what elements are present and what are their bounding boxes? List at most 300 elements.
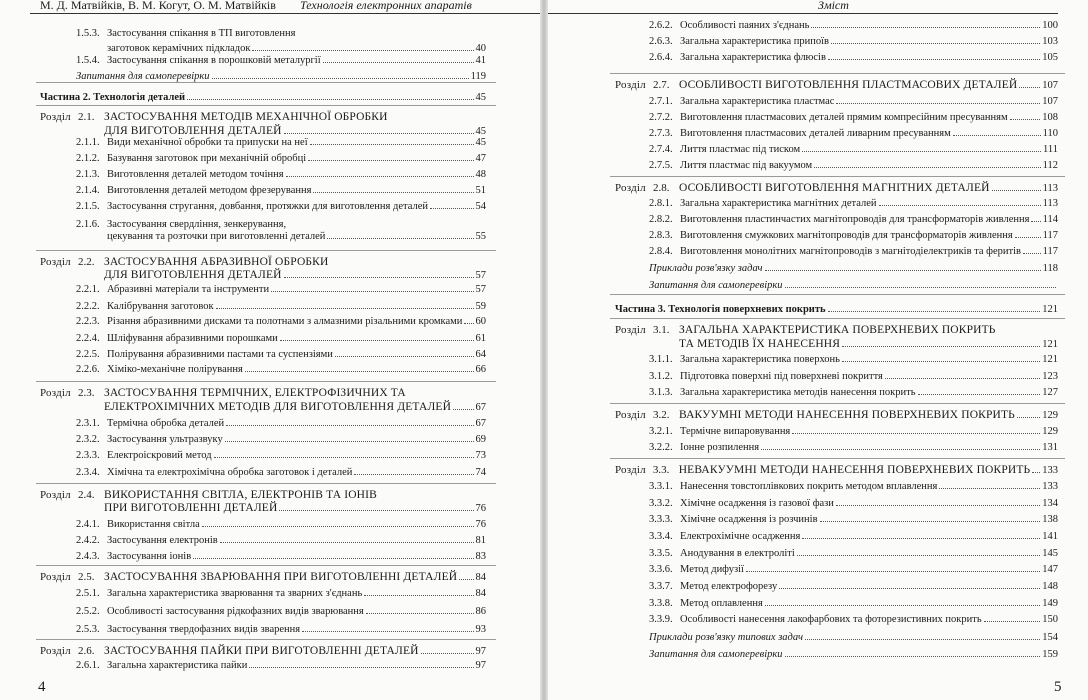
page-ref: 138 [1042, 514, 1058, 525]
entry-number: 2.8.3. [649, 230, 673, 241]
header-contents: Зміст [818, 0, 849, 12]
dot-leader [225, 441, 474, 442]
page-ref: 103 [1042, 36, 1058, 47]
section-title: ЗАСТОСУВАННЯ ПАЙКИ ПРИ ВИГОТОВЛЕННІ ДЕТАЛЕЙ [104, 645, 419, 657]
entry-title: Абразивні матеріали та інструменти [107, 284, 270, 295]
toc-section-entry [615, 324, 1058, 336]
page-ref: 45 [475, 137, 486, 148]
dot-leader [421, 653, 474, 654]
dot-leader [842, 361, 1040, 362]
toc-section-entry [40, 111, 486, 123]
section-number: 2.5. [78, 571, 95, 583]
dot-leader [354, 474, 473, 475]
page-ref: 83 [475, 551, 486, 562]
dot-leader [785, 287, 1056, 288]
dot-leader [1015, 237, 1041, 238]
toc-entry [649, 128, 1058, 139]
toc-entry [76, 588, 486, 599]
page-ref: 107 [1042, 96, 1058, 107]
toc-entry [76, 333, 486, 344]
section-title: ЗАСТОСУВАННЯ АБРАЗИВНОЇ ОБРОБКИ [104, 256, 329, 268]
entry-title: Загальна характеристика пайки [107, 660, 248, 671]
toc-entry [649, 214, 1058, 225]
dot-leader [792, 433, 1040, 434]
entry-number: 2.8.2. [649, 214, 673, 225]
page-ref: 145 [1042, 548, 1058, 559]
toc-entry [649, 144, 1058, 155]
dot-leader [828, 59, 1040, 60]
toc-entry [76, 450, 486, 461]
page-ref: 117 [1042, 246, 1058, 257]
section-label: Розділ [40, 571, 71, 583]
entry-title: Запитання для самоперевірки [649, 280, 783, 291]
toc-entry [76, 519, 486, 530]
dot-leader [885, 378, 1040, 379]
entry-title: Метод оплавлення [680, 598, 763, 609]
entry-number: 3.3.6. [649, 564, 673, 575]
entry-title: Виготовлення деталей методом точіння [107, 169, 284, 180]
toc-section-entry [40, 269, 486, 281]
section-title: ВИКОРИСТАННЯ СВІТЛА, ЕЛЕКТРОНІВ ТА ІОНІВ [104, 489, 377, 501]
toc-part-heading [615, 304, 1058, 315]
entry-number: 2.5.2. [76, 606, 100, 617]
page-ref: 55 [475, 231, 486, 242]
page-ref: 114 [1042, 214, 1058, 225]
toc-section-entry [40, 256, 486, 268]
section-title: ПРИ ВИГОТОВЛЕННІ ДЕТАЛЕЙ [104, 502, 278, 514]
page-ref: 150 [1042, 614, 1058, 625]
page-ref: 84 [475, 588, 486, 599]
page-ref: 45 [475, 92, 486, 103]
toc-section-entry [40, 645, 486, 657]
dot-leader [814, 167, 1040, 168]
toc-entry [649, 614, 1058, 625]
toc-entry [76, 169, 486, 180]
dot-leader [430, 208, 474, 209]
section-title: ЗАСТОСУВАННЯ МЕТОДІВ МЕХАНІЧНОЇ ОБРОБКИ [104, 111, 388, 123]
header-book-title: Технологія електронних апаратів [300, 0, 472, 12]
dot-leader [252, 50, 473, 51]
entry-number: 2.2.4. [76, 333, 100, 344]
toc-entry [76, 231, 486, 242]
entry-title: Загальна характеристика методів нанесення покрить [680, 387, 916, 398]
toc-section-entry [615, 79, 1058, 91]
section-title: ОСОБЛИВОСТІ ВИГОТОВЛЕННЯ МАГНІТНИХ ДЕТАЛЕЙ [679, 182, 990, 194]
toc-entry [76, 153, 486, 164]
section-title: ДЛЯ ВИГОТОВЛЕННЯ ДЕТАЛЕЙ [104, 125, 282, 137]
section-divider [610, 176, 1065, 177]
section-number: 2.7. [653, 79, 670, 91]
toc-section-entry [40, 387, 486, 399]
dot-leader [327, 238, 473, 239]
dot-leader [1017, 417, 1040, 418]
section-number: 3.1. [653, 324, 670, 336]
toc-entry [649, 96, 1058, 107]
dot-leader [802, 151, 1041, 152]
dot-leader [939, 488, 1040, 489]
header-rule [30, 13, 540, 14]
page-ref: 76 [475, 519, 486, 530]
section-divider [36, 483, 496, 484]
dot-leader [214, 457, 474, 458]
dot-leader [811, 27, 1040, 28]
entry-title: Підготовка поверхні під поверхневі покриття [680, 371, 883, 382]
toc-entry [76, 55, 486, 66]
entry-number: 2.1.3. [76, 169, 100, 180]
dot-leader [1032, 472, 1040, 473]
toc-entry [649, 36, 1058, 47]
page-ref: 149 [1042, 598, 1058, 609]
page-ref: 127 [1042, 387, 1058, 398]
entry-title: Калібрування заготовок [107, 301, 214, 312]
toc-entry [649, 632, 1058, 643]
section-divider [610, 318, 1065, 319]
section-label: Розділ [615, 182, 646, 194]
dot-leader [836, 103, 1040, 104]
page-ref: 121 [1042, 354, 1058, 365]
entry-number: 2.6.4. [649, 52, 673, 63]
page-ref: 97 [475, 646, 486, 657]
page-ref: 110 [1042, 128, 1058, 139]
page-ref: 93 [475, 624, 486, 635]
page-number: 5 [1054, 679, 1062, 695]
dot-leader [805, 639, 1040, 640]
toc-section-entry [40, 502, 486, 514]
page-ref: 86 [475, 606, 486, 617]
dot-leader [313, 192, 473, 193]
entry-number: 3.1.3. [649, 387, 673, 398]
page-ref: 159 [1042, 649, 1058, 660]
dot-leader [286, 176, 474, 177]
toc-section-entry [40, 401, 486, 413]
toc-entry [76, 301, 486, 312]
entry-title: цекування та розточки при виготовленні деталей [107, 231, 326, 242]
dot-leader [765, 605, 1040, 606]
entry-title: Приклади розв'язку задач [649, 263, 763, 274]
entry-number: 3.3.9. [649, 614, 673, 625]
toc-entry [76, 284, 486, 295]
dot-leader [779, 588, 1040, 589]
toc-entry [76, 316, 486, 327]
section-number: 2.3. [78, 387, 95, 399]
entry-title: Анодування в електроліті [680, 548, 795, 559]
toc-part-heading [40, 92, 486, 103]
entry-title: Виготовлення деталей методом фрезерування [107, 185, 312, 196]
entry-title: Застосування електронів [107, 535, 218, 546]
dot-leader [746, 571, 1040, 572]
dot-leader [765, 270, 1041, 271]
page-ref: 123 [1042, 371, 1058, 382]
page-ref: 64 [475, 349, 486, 360]
page-ref: 57 [475, 284, 486, 295]
entry-title: Застосування спікання в ТП виготовлення [107, 28, 296, 39]
toc-entry [649, 246, 1058, 257]
dot-leader [249, 667, 473, 668]
section-number: 2.2. [78, 256, 95, 268]
dot-leader [918, 394, 1041, 395]
page-ref: 117 [1042, 230, 1058, 241]
toc-entry [76, 660, 486, 671]
entry-number: 3.3.2. [649, 498, 673, 509]
page-ref: 154 [1042, 632, 1058, 643]
dot-leader [308, 160, 473, 161]
page-ref: 47 [475, 153, 486, 164]
page-ref: 129 [1042, 410, 1058, 421]
toc-entry [76, 434, 486, 445]
page-ref: 133 [1042, 465, 1058, 476]
section-divider [36, 381, 496, 382]
entry-number: 2.2.5. [76, 349, 100, 360]
entry-title: Особливості застосування рідкофазних видів зварювання [107, 606, 364, 617]
page-ref: 60 [475, 316, 486, 327]
page-ref: 40 [475, 43, 486, 54]
section-title: ОСОБЛИВОСТІ ВИГОТОВЛЕННЯ ПЛАСТМАСОВИХ ДЕТАЛЕЙ [679, 79, 1018, 91]
dot-leader [279, 510, 473, 511]
page-ref: 105 [1042, 52, 1058, 63]
page-ref: 76 [475, 503, 486, 514]
page-ref: 118 [1042, 263, 1058, 274]
dot-leader [842, 346, 1040, 347]
page-ref: 57 [475, 270, 486, 281]
toc-entry [76, 43, 486, 54]
entry-number: 2.1.1. [76, 137, 100, 148]
section-divider [36, 250, 496, 251]
entry-title: Іонне розпилення [680, 442, 760, 453]
entry-title: Загальна характеристика припоїв [680, 36, 830, 47]
dot-leader [280, 340, 474, 341]
dot-leader [464, 323, 473, 324]
dot-leader [226, 425, 473, 426]
dot-leader [820, 521, 1041, 522]
section-title: ВАКУУМНІ МЕТОДИ НАНЕСЕННЯ ПОВЕРХНЕВИХ ПОКРИТЬ [679, 409, 1015, 421]
entry-title: Запитання для самоперевірки [76, 71, 210, 82]
entry-title: Застосування твердофазних видів зварення [107, 624, 301, 635]
toc-entry [649, 649, 1058, 660]
section-number: 2.8. [653, 182, 670, 194]
toc-entry [76, 219, 486, 230]
entry-title: Особливості нанесення лакофарбових та фоторезистивних покрить [680, 614, 982, 625]
entry-number: 3.1.2. [649, 371, 673, 382]
entry-number: 2.8.4. [649, 246, 673, 257]
page-ref: 100 [1042, 20, 1058, 31]
section-number: 2.1. [78, 111, 95, 123]
entry-number: 3.1.1. [649, 354, 673, 365]
entry-title: Виготовлення смужкових магнітопроводів для трансформаторів живлення [680, 230, 1013, 241]
toc-section-entry [615, 338, 1058, 350]
dot-leader [1023, 253, 1041, 254]
dot-leader [459, 579, 473, 580]
toc-entry [649, 598, 1058, 609]
right-page [548, 0, 1088, 700]
entry-title: Види механічної обробки та припуски на неї [107, 137, 308, 148]
toc-entry [649, 371, 1058, 382]
dot-leader [992, 190, 1041, 191]
part-divider [36, 82, 496, 83]
entry-number: 3.3.8. [649, 598, 673, 609]
dot-leader [828, 311, 1041, 312]
entry-title: Загальна характеристика магнітних деталей [680, 198, 877, 209]
entry-title: Використання світла [107, 519, 200, 530]
toc-entry [76, 364, 486, 375]
toc-entry [649, 280, 1058, 291]
page-ref: 73 [475, 450, 486, 461]
entry-number: 3.3.1. [649, 481, 673, 492]
dot-leader [1019, 87, 1040, 88]
section-label: Розділ [40, 111, 71, 123]
page-ref: 121 [1042, 304, 1058, 315]
entry-title: Особливості паяних з'єднань [680, 20, 810, 31]
page-ref: 66 [475, 364, 486, 375]
toc-section-entry [40, 571, 486, 583]
section-label: Розділ [40, 645, 71, 657]
page-ref: 113 [1042, 183, 1058, 194]
entry-number: 3.3.3. [649, 514, 673, 525]
page-ref: 112 [1042, 160, 1058, 171]
toc-entry [76, 624, 486, 635]
dot-leader [302, 631, 473, 632]
page-ref: 121 [1042, 339, 1058, 350]
entry-number: 2.7.4. [649, 144, 673, 155]
page-ref: 54 [475, 201, 486, 212]
entry-number: 2.5.3. [76, 624, 100, 635]
entry-title: Виготовлення пластинчастих магнітопроводів для трансформаторів живлення [680, 214, 1030, 225]
page-ref: 59 [475, 301, 486, 312]
page-ref: 148 [1042, 581, 1058, 592]
entry-number: 2.1.2. [76, 153, 100, 164]
entry-number: 1.5.3. [76, 28, 100, 39]
entry-number: 2.1.6. [76, 219, 100, 230]
entry-title: Електроіскровий метод [107, 450, 212, 461]
entry-number: 3.3.4. [649, 531, 673, 542]
dot-leader [802, 538, 1040, 539]
page-ref: 111 [1043, 144, 1058, 155]
entry-number: 2.7.5. [649, 160, 673, 171]
dot-leader [310, 144, 474, 145]
dot-leader [953, 135, 1041, 136]
section-label: Розділ [40, 387, 71, 399]
toc-entry [649, 112, 1058, 123]
toc-entry [649, 564, 1058, 575]
entry-title: Електрохімічне осадження [680, 531, 801, 542]
dot-leader [216, 308, 474, 309]
entry-number: 2.3.2. [76, 434, 100, 445]
dot-leader [831, 43, 1040, 44]
page-ref: 74 [475, 467, 486, 478]
toc-section-entry [40, 125, 486, 137]
entry-title: Приклади розв'язку типових задач [649, 632, 803, 643]
toc-entry [649, 354, 1058, 365]
toc-entry [649, 230, 1058, 241]
entry-title: Застосування свердління, зенкерування, [107, 219, 287, 230]
entry-number: 2.1.4. [76, 185, 100, 196]
toc-section-entry [40, 489, 486, 501]
entry-title: Хіміко-механічне полірування [107, 364, 243, 375]
section-divider [610, 73, 1065, 74]
entry-title: Термічна обробка деталей [107, 418, 225, 429]
page-ref: 147 [1042, 564, 1058, 575]
page-ref: 134 [1042, 498, 1058, 509]
entry-title: Шліфування абразивними порошками [107, 333, 278, 344]
entry-title: Лиття пластмас під тиском [680, 144, 801, 155]
section-number: 3.3. [652, 464, 670, 476]
page-ref: 41 [475, 55, 486, 66]
entry-title: Застосування ультразвуку [107, 434, 223, 445]
page-ref: 131 [1042, 442, 1058, 453]
entry-title: Застосування спікання в порошковій металургії [107, 55, 321, 66]
dot-leader [1031, 221, 1040, 222]
toc-entry [76, 467, 486, 478]
section-label: Розділ [40, 489, 71, 501]
entry-title: Базування заготовок при механічній обробці [107, 153, 307, 164]
toc-entry [649, 160, 1058, 171]
section-title: ЕЛЕКТРОХІМІЧНИХ МЕТОДІВ ДЛЯ ВИГОТОВЛЕННЯ ДЕТАЛЕЙ [104, 401, 452, 413]
toc-entry [649, 20, 1058, 31]
entry-title: Нанесення товстоплівкових покрить методом вплавлення [680, 481, 938, 492]
section-number: 2.6. [78, 645, 95, 657]
entry-number: 2.3.3. [76, 450, 100, 461]
toc-entry [649, 52, 1058, 63]
dot-leader [366, 613, 474, 614]
page-ref: 108 [1042, 112, 1058, 123]
entry-title: Хімічне осадження із газової фази [680, 498, 834, 509]
entry-number: 2.3.1. [76, 418, 100, 429]
entry-number: 2.2.2. [76, 301, 100, 312]
toc-entry [76, 606, 486, 617]
section-title: НЕВАКУУМНІ МЕТОДИ НАНЕСЕННЯ ПОВЕРХНЕВИХ ПОКРИТЬ [678, 464, 1031, 476]
entry-title: Хімічна та електрохімічна обробка заготовок і деталей [107, 467, 353, 478]
section-label: Розділ [615, 409, 646, 421]
toc-entry [649, 498, 1058, 509]
entry-title: Полірування абразивними пастами та суспензіями [107, 349, 333, 360]
page-ref: 97 [475, 660, 486, 671]
toc-entry [649, 198, 1058, 209]
entry-title: Загальна характеристика флюсів [680, 52, 826, 63]
section-title: ТА МЕТОДІВ ЇХ НАНЕСЕННЯ [679, 338, 841, 350]
entry-number: 2.6.2. [649, 20, 673, 31]
page-ref: 67 [475, 418, 486, 429]
entry-title: Загальна характеристика поверхонь [680, 354, 840, 365]
entry-title: Виготовлення монолітних магнітопроводів з магнітодіелектриків та феритів [680, 246, 1021, 257]
dot-leader [879, 205, 1041, 206]
page-ref: 69 [475, 434, 486, 445]
page-ref: 48 [475, 169, 486, 180]
toc-entry [76, 201, 486, 212]
entry-number: 2.4.2. [76, 535, 100, 546]
dot-leader [1010, 119, 1041, 120]
entry-title: Застосування іонів [107, 551, 192, 562]
entry-number: 3.2.1. [649, 426, 673, 437]
part-title: Частина 3. Технологія поверхневих покрить [615, 304, 826, 315]
dot-leader [984, 621, 1041, 622]
toc-entry [649, 426, 1058, 437]
page-ref: 119 [470, 71, 486, 82]
toc-entry [76, 418, 486, 429]
header-authors: М. Д. Матвійків, В. М. Когут, О. М. Матвійків [40, 0, 276, 12]
entry-number: 2.7.3. [649, 128, 673, 139]
dot-leader [245, 371, 474, 372]
toc-entry [76, 137, 486, 148]
dot-leader [193, 558, 473, 559]
page-ref: 133 [1042, 481, 1058, 492]
entry-number: 3.3.7. [649, 581, 673, 592]
toc-entry [649, 442, 1058, 453]
dot-leader [797, 555, 1040, 556]
page-ref: 61 [475, 333, 486, 344]
entry-number: 2.7.2. [649, 112, 673, 123]
dot-leader [836, 505, 1040, 506]
toc-entry [76, 551, 486, 562]
entry-number: 2.3.4. [76, 467, 100, 478]
